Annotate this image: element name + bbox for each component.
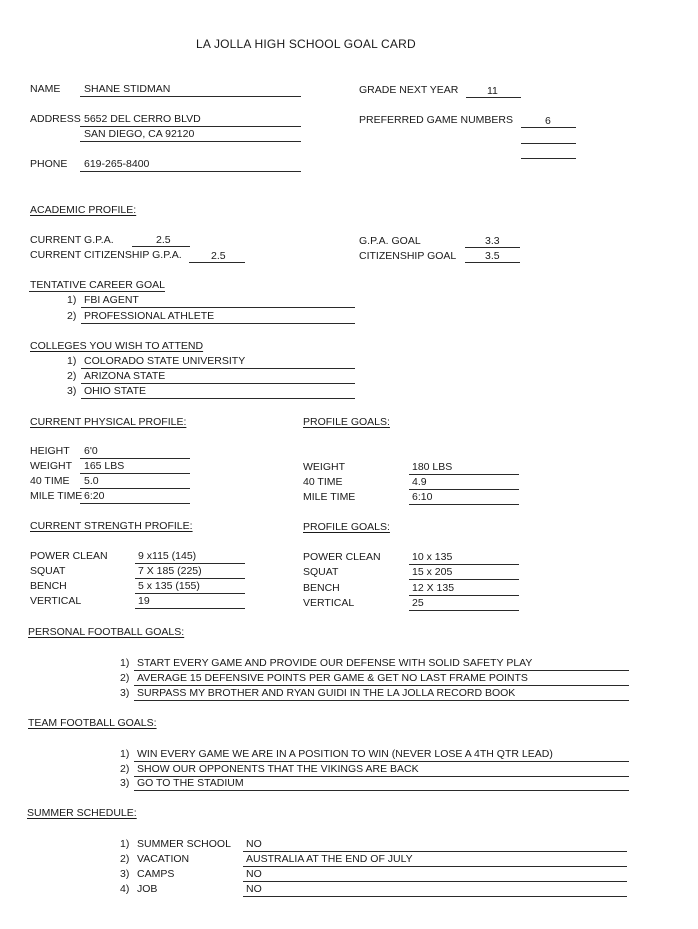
summer-item-4-underline (243, 896, 627, 897)
personal-goal-2-number: 2) (120, 672, 130, 684)
goal-power-clean-label: POWER CLEAN (303, 551, 381, 563)
career-item-2-text: PROFESSIONAL ATHLETE (84, 310, 215, 322)
grade-underline (466, 97, 521, 98)
summer-item-2-underline (243, 866, 627, 867)
bench-label: BENCH (30, 580, 67, 592)
college-item-2-number: 2) (67, 370, 77, 382)
summer-item-3-underline (243, 881, 627, 882)
bench-value: 5 x 135 (155) (138, 580, 200, 592)
college-item-1-number: 1) (67, 355, 77, 367)
name-value: SHANE STIDMAN (84, 83, 171, 95)
game-number-underline-3 (521, 158, 576, 159)
game-number-underline-2 (521, 143, 576, 144)
physical-goals-heading: PROFILE GOALS: (303, 416, 390, 428)
career-item-2-number: 2) (67, 310, 77, 322)
goal-weight-label: WEIGHT (303, 461, 345, 473)
goal-vertical-label: VERTICAL (303, 597, 355, 609)
career-item-1-number: 1) (67, 294, 77, 306)
citizenship-goal-value: 3.5 (485, 250, 500, 262)
strength-goals-heading: PROFILE GOALS: (303, 521, 390, 533)
gpa-goal-label: G.P.A. GOAL (359, 235, 421, 247)
address-underline-2 (80, 141, 301, 142)
personal-goal-1-underline (134, 670, 629, 671)
squat-label: SQUAT (30, 565, 66, 577)
summer-item-1-number: 1) (120, 838, 130, 850)
weight-value: 165 LBS (84, 460, 125, 472)
personal-goal-2-text: AVERAGE 15 DEFENSIVE POINTS PER GAME & GET NO LAST FRAME POINTS (137, 672, 528, 684)
colleges-heading: COLLEGES YOU WISH TO ATTEND (30, 340, 204, 352)
goal-bench-label: BENCH (303, 582, 340, 594)
career-item-1-underline (81, 307, 355, 308)
mile-time-underline (80, 503, 190, 504)
goal-vertical-value: 25 (412, 597, 424, 609)
personal-goals-heading: PERSONAL FOOTBALL GOALS: (28, 626, 185, 638)
forty-time-label: 40 TIME (30, 475, 70, 487)
team-goal-1-number: 1) (120, 748, 130, 760)
mile-time-label: MILE TIME (30, 490, 83, 502)
summer-item-3-number: 3) (120, 868, 130, 880)
personal-goal-3-text: SURPASS MY BROTHER AND RYAN GUIDI IN THE LA JOLLA RECORD BOOK (137, 687, 516, 699)
vertical-value: 19 (138, 595, 150, 607)
goal-mile-time-underline (409, 504, 519, 505)
phone-label: PHONE (30, 158, 68, 170)
summer-heading: SUMMER SCHEDULE: (27, 807, 137, 819)
weight-label: WEIGHT (30, 460, 72, 472)
power-clean-value: 9 x115 (145) (138, 550, 197, 562)
summer-item-4-number: 4) (120, 883, 130, 895)
team-goal-1-underline (134, 761, 629, 762)
personal-goal-2-underline (134, 685, 629, 686)
gpa-value: 2.5 (156, 234, 171, 246)
goal-forty-time-value: 4.9 (412, 476, 427, 488)
power-clean-label: POWER CLEAN (30, 550, 108, 562)
citizenship-goal-label: CITIZENSHIP GOAL (359, 250, 457, 262)
college-item-1-text: COLORADO STATE UNIVERSITY (84, 355, 246, 367)
grade-value: 11 (487, 85, 498, 97)
goal-squat-value: 15 x 205 (412, 566, 453, 578)
goal-mile-time-label: MILE TIME (303, 491, 356, 503)
citizenship-label: CURRENT CITIZENSHIP G.P.A. (30, 249, 182, 261)
gpa-underline (132, 246, 190, 247)
gpa-label: CURRENT G.P.A. (30, 234, 114, 246)
address-label: ADDRESS (30, 113, 81, 125)
academic-heading: ACADEMIC PROFILE: (30, 204, 137, 216)
team-goal-3-number: 3) (120, 777, 130, 789)
summer-item-3-label: CAMPS (137, 868, 175, 880)
address-line-1: 5652 DEL CERRO BLVD (84, 113, 201, 125)
game-numbers-label: PREFERRED GAME NUMBERS (359, 114, 514, 126)
career-item-2-underline (81, 323, 355, 324)
citizenship-value: 2.5 (211, 250, 226, 262)
college-item-1-underline (81, 368, 355, 369)
summer-item-3-value: NO (246, 868, 262, 880)
vertical-label: VERTICAL (30, 595, 82, 607)
goal-squat-underline (409, 579, 519, 580)
goal-mile-time-value: 6:10 (412, 491, 433, 503)
college-item-3-number: 3) (67, 385, 77, 397)
forty-time-underline (80, 488, 190, 489)
power-clean-underline (135, 563, 245, 564)
bench-underline (135, 593, 245, 594)
height-value: 6'0 (84, 445, 98, 457)
personal-goal-1-text: START EVERY GAME AND PROVIDE OUR DEFENSE WITH SOLID SAFETY PLAY (137, 657, 533, 669)
address-underline-1 (80, 126, 301, 127)
summer-item-2-value: AUSTRALIA AT THE END OF JULY (246, 853, 413, 865)
college-item-2-text: ARIZONA STATE (84, 370, 166, 382)
college-item-3-text: OHIO STATE (84, 385, 147, 397)
page-title: LA JOLLA HIGH SCHOOL GOAL CARD (196, 37, 416, 51)
gpa-goal-underline (465, 247, 520, 248)
mile-time-value: 6:20 (84, 490, 105, 502)
goal-power-clean-value: 10 x 135 (412, 551, 453, 563)
game-number-1: 6 (545, 115, 551, 127)
goal-power-clean-underline (409, 564, 519, 565)
goal-squat-label: SQUAT (303, 566, 339, 578)
team-goals-heading: TEAM FOOTBALL GOALS: (28, 717, 157, 729)
gpa-goal-value: 3.3 (485, 235, 500, 247)
forty-time-value: 5.0 (84, 475, 99, 487)
address-line-2: SAN DIEGO, CA 92120 (84, 128, 195, 140)
citizenship-underline (189, 262, 245, 263)
squat-value: 7 X 185 (225) (138, 565, 202, 577)
career-item-1-text: FBI AGENT (84, 294, 139, 306)
summer-item-4-value: NO (246, 883, 262, 895)
summer-item-2-number: 2) (120, 853, 130, 865)
goal-bench-underline (409, 595, 519, 596)
citizenship-goal-underline (465, 262, 520, 263)
summer-item-2-label: VACATION (137, 853, 190, 865)
team-goal-3-text: GO TO THE STADIUM (137, 777, 244, 789)
goal-weight-value: 180 LBS (412, 461, 453, 473)
physical-heading: CURRENT PHYSICAL PROFILE: (30, 416, 187, 428)
weight-underline (80, 473, 190, 474)
phone-underline (80, 171, 301, 172)
squat-underline (135, 578, 245, 579)
college-item-2-underline (81, 383, 355, 384)
grade-label: GRADE NEXT YEAR (359, 84, 459, 96)
goal-forty-time-label: 40 TIME (303, 476, 343, 488)
team-goal-2-number: 2) (120, 763, 130, 775)
team-goal-2-text: SHOW OUR OPPONENTS THAT THE VIKINGS ARE BACK (137, 763, 419, 775)
summer-item-1-underline (243, 851, 627, 852)
personal-goal-3-number: 3) (120, 687, 130, 699)
height-label: HEIGHT (30, 445, 70, 457)
goal-weight-underline (409, 474, 519, 475)
summer-item-4-label: JOB (137, 883, 158, 895)
goal-bench-value: 12 X 135 (412, 582, 455, 594)
vertical-underline (135, 608, 245, 609)
career-heading: TENTATIVE CAREER GOAL (30, 279, 165, 291)
phone-value: 619-265-8400 (84, 158, 150, 170)
personal-goal-3-underline (134, 700, 629, 701)
game-number-underline-1 (521, 127, 576, 128)
team-goal-3-underline (134, 790, 629, 791)
college-item-3-underline (81, 398, 355, 399)
name-underline (80, 96, 301, 97)
career-heading-underline (29, 291, 165, 292)
name-label: NAME (30, 83, 61, 95)
strength-heading: CURRENT STRENGTH PROFILE: (30, 520, 193, 532)
summer-item-1-value: NO (246, 838, 262, 850)
goal-vertical-underline (409, 610, 519, 611)
height-underline (80, 458, 190, 459)
goal-forty-time-underline (409, 489, 519, 490)
summer-item-1-label: SUMMER SCHOOL (137, 838, 231, 850)
team-goal-1-text: WIN EVERY GAME WE ARE IN A POSITION TO WIN (NEVER LOSE A 4TH QTR LEAD) (137, 748, 553, 760)
personal-goal-1-number: 1) (120, 657, 130, 669)
